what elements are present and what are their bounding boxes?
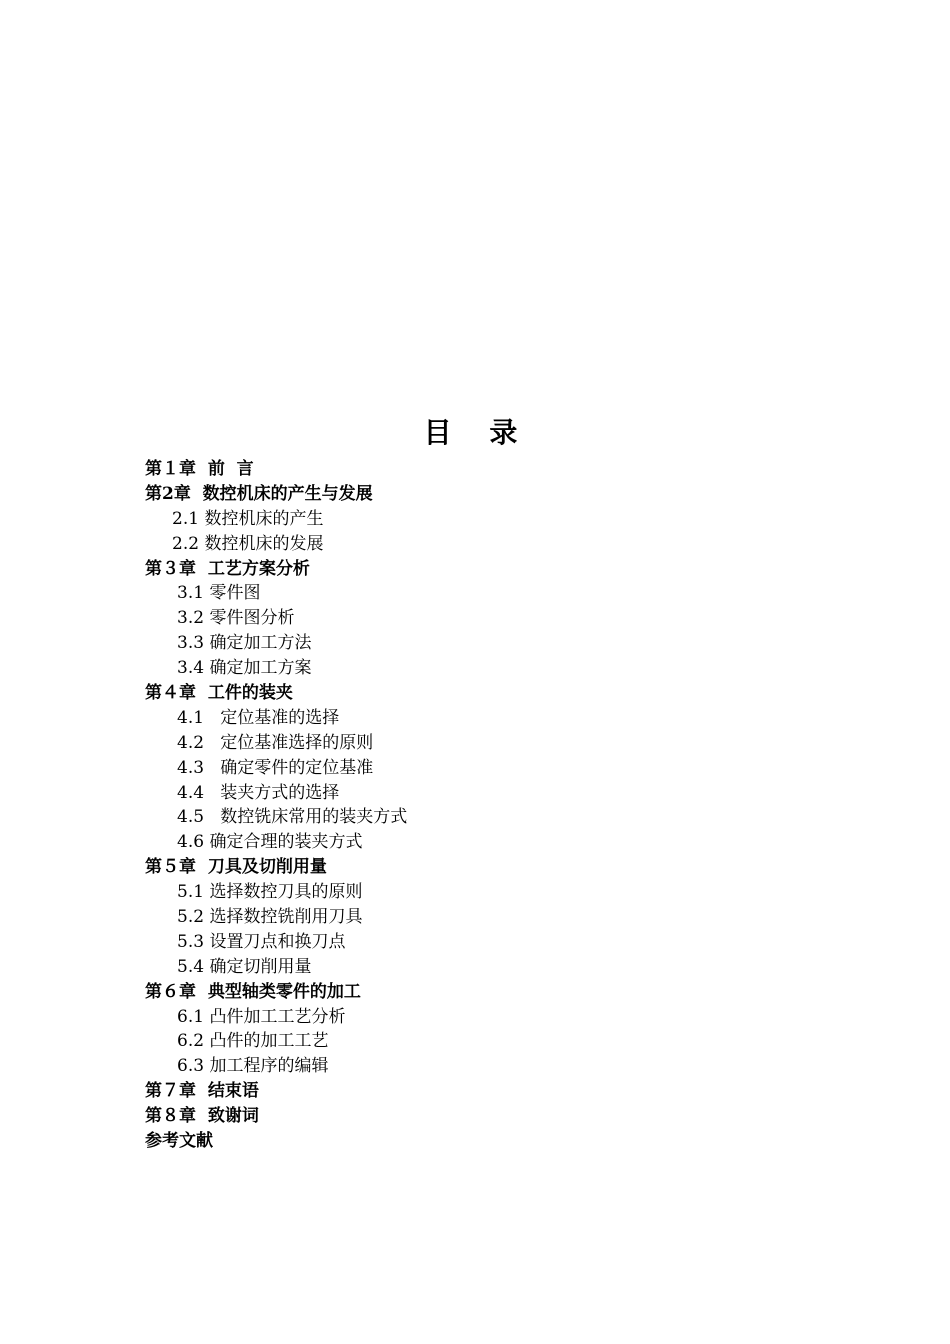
toc-entry: 6.1 凸件加工工艺分析 [177, 1006, 346, 1027]
toc-entry: 5.1 选择数控刀具的原则 [177, 882, 363, 903]
toc-entry: 5.3 设置刀点和换刀点 [177, 931, 346, 952]
toc-entry: 3.3 确定加工方法 [177, 633, 312, 654]
toc-entry: 第８章 致谢词 [145, 1106, 259, 1127]
toc-entry: 6.2 凸件的加工工艺 [177, 1031, 329, 1052]
toc-entry: 第４章 工件的装夹 [145, 683, 293, 704]
toc-entry: 3.1 零件图 [177, 583, 261, 604]
toc-entry: 第３章 工艺方案分析 [145, 558, 310, 579]
toc-entry: 第７章 结束语 [145, 1081, 259, 1102]
toc-entry: 3.4 确定加工方案 [177, 658, 312, 679]
toc-entry: 参考文献 [145, 1131, 213, 1152]
toc-entry: 5.2 选择数控铣削用刀具 [177, 907, 363, 928]
toc-entry: 第５章 刀具及切削用量 [145, 857, 327, 878]
toc-entry: 5.4 确定切削用量 [177, 956, 312, 977]
toc-entry: 2.2 数控机床的发展 [172, 533, 324, 554]
toc-entry: 第2章 数控机床的产生与发展 [145, 483, 373, 504]
toc-entry: 4.1 定位基准的选择 [177, 707, 340, 728]
toc-title: 目 录 [423, 416, 532, 449]
toc-entry: 3.2 零件图分析 [177, 608, 295, 629]
toc-entry: 6.3 加工程序的编辑 [177, 1056, 329, 1077]
toc-entry: 4.4 装夹方式的选择 [177, 782, 340, 803]
toc-entry: 2.1 数控机床的产生 [172, 508, 324, 529]
toc-entry: 第６章 典型轴类零件的加工 [145, 981, 361, 1002]
toc-entry: 4.2 定位基准选择的原则 [177, 732, 374, 753]
toc-entry: 4.6 确定合理的装夹方式 [177, 832, 363, 853]
toc-entry: 4.5 数控铣床常用的装夹方式 [177, 807, 408, 828]
toc-entry: 第１章 前 言 [145, 459, 254, 479]
toc-list [145, 457, 407, 1154]
toc-entry: 4.3 确定零件的定位基准 [177, 757, 374, 778]
